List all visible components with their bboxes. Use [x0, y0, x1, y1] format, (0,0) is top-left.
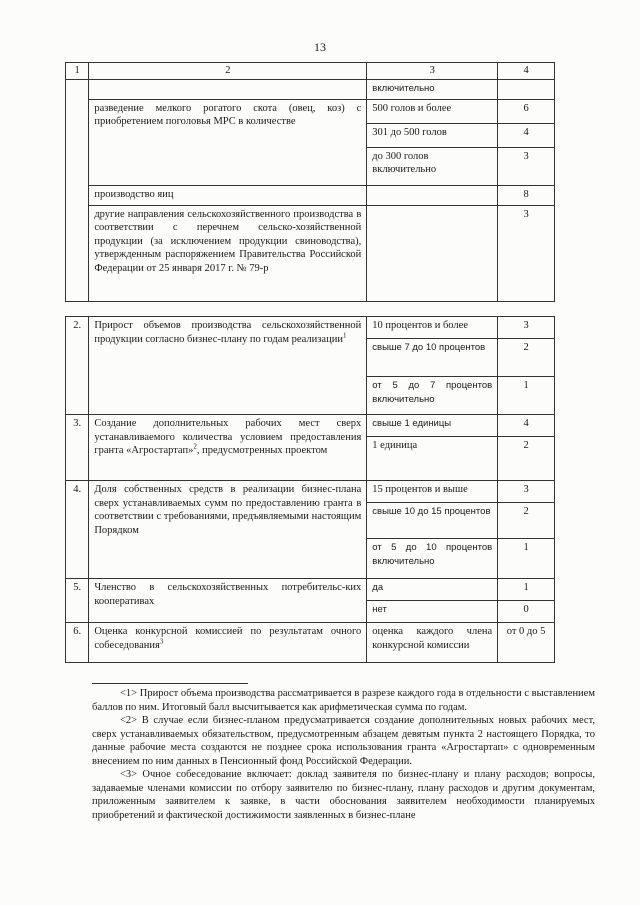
option-cell: 500 голов и более [367, 99, 498, 123]
footnote-divider [92, 683, 248, 684]
option-cell: свыше 1 единицы [367, 415, 498, 437]
footnote-mark: <2> [120, 715, 138, 726]
option-cell: 1 единица [367, 437, 498, 481]
criterion-cell: разведение мелкого рогатого скота (овец, коз) с приобретением поголовья МРС в количестве [89, 99, 367, 185]
score-cell: 3 [498, 147, 555, 185]
score-cell: 8 [498, 185, 555, 205]
criteria-table-lower [65, 316, 555, 663]
score-cell: 1 [498, 579, 555, 601]
footnotes [92, 687, 595, 822]
row-number: 6. [66, 623, 89, 663]
footnote-3: <3> Очное собеседование включает: доклад заявителя по бизнес-плану и плану расходов; вопросы, задаваемые членами комиссии по отбору заявителю по бизнес-плану, плану расходов и другим документам, приложенным заявителем к заявке, в части обоснования заявителем необходимости планируемых приобретений и фактической достижимости заявленных в бизнес-плане [92, 769, 595, 821]
score-cell: 2 [498, 503, 555, 539]
option-cell: 15 процентов и выше [367, 481, 498, 503]
score-cell: 3 [498, 317, 555, 339]
option-cell: до 300 голов включительно [367, 147, 498, 185]
table-row [66, 481, 555, 503]
criterion-cell: производство яиц [89, 185, 367, 205]
table-row [66, 205, 555, 301]
criteria-table [65, 62, 555, 302]
table-row [66, 579, 555, 601]
score-cell: 4 [498, 415, 555, 437]
row-number: 3. [66, 415, 89, 481]
criterion-cell: Членство в сельскохозяйственных потребительс-ких кооперативах [89, 579, 367, 623]
option-cell: от 5 до 7 процентов включительно [367, 377, 498, 415]
option-cell: оценка каждого члена конкурсной комиссии [367, 623, 498, 663]
score-cell: 1 [498, 377, 555, 415]
option-cell: свыше 10 до 15 процентов [367, 503, 498, 539]
score-cell: от 0 до 5 [498, 623, 555, 663]
option-cell: нет [367, 601, 498, 623]
footnote-2: <2> В случае если бизнес-планом предусматривается создание дополнительных новых рабочих мест, сверх устанавливаемых обязательством, предусмотренным абзацем девятым пункта 2 настоящего Порядка, то данные рабочие места создаются не позднее срока использования гранта «Агростартап» с одновременным внесением по ним данных в Пенсионный фонд Российской Федерации. [92, 715, 595, 767]
score-cell: 2 [498, 437, 555, 481]
criterion-cell: Создание дополнительных рабочих мест сверх устанавливаемого количества условием предоставления гранта «Агростартап»$^2$, предусмотренных проектом [89, 415, 367, 481]
score-cell: 0 [498, 601, 555, 623]
option-cell: включительно [367, 79, 498, 99]
criterion-cell: Оценка конкурсной комиссией по результатам очного собеседования$^3$ [89, 623, 367, 663]
header-col-1: 1 [66, 63, 89, 80]
table-row [66, 317, 555, 339]
header-col-2: 2 [89, 63, 367, 80]
option-cell: да [367, 579, 498, 601]
row-number: 4. [66, 481, 89, 579]
row-number: 2. [66, 317, 89, 415]
score-cell: 1 [498, 539, 555, 579]
criterion-cell: другие направления сельскохозяйственного производства в соответствии с перечнем сельско-хозяйственной продукции (за исключением продукции свиноводства), утвержденным распоряжением Правительства Российской Федерации от 25 января 2017 г. № 79-р [89, 205, 367, 301]
option-cell: 301 до 500 голов [367, 123, 498, 147]
score-cell: 2 [498, 339, 555, 377]
header-col-3: 3 [367, 63, 498, 80]
footnote-1: <1> Прирост объема производства рассматривается в разрезе каждого года в отдельности с выставлением баллов по ним. Итоговый балл высчитывается как арифметическая сумма по годам. [92, 688, 595, 713]
option-cell: свыше 7 до 10 процентов [367, 339, 498, 377]
header-col-4: 4 [498, 63, 555, 80]
page-number: 13 [314, 40, 326, 54]
option-cell: 10 процентов и более [367, 317, 498, 339]
criterion-cell: Прирост объемов производства сельскохозяйственной продукции согласно бизнес-плану по годам реализации$^1$ [89, 317, 367, 415]
footnote-mark: <1> [120, 688, 138, 699]
criterion-cell: Доля собственных средств в реализации бизнес-плана сверх устанавливаемых сумм по предоставлению гранта в соответствии с требованиями, предъявляемыми настоящим Порядком [89, 481, 367, 579]
footnote-ref: 3 [159, 637, 164, 645]
score-cell: 3 [498, 205, 555, 301]
score-cell: 6 [498, 99, 555, 123]
table-row [66, 99, 555, 123]
row-number-cell [66, 79, 89, 301]
score-cell: 3 [498, 481, 555, 503]
table-row [66, 79, 555, 99]
table-header-row [66, 63, 555, 80]
table-row [66, 185, 555, 205]
score-cell: 4 [498, 123, 555, 147]
footnote-ref: 2 [193, 442, 197, 451]
table-row [66, 415, 555, 437]
option-cell: от 5 до 10 процентов включительно [367, 539, 498, 579]
row-number: 5. [66, 579, 89, 623]
footnote-ref: 1 [342, 331, 347, 339]
footnote-mark: <3> [120, 769, 138, 780]
table-row [66, 623, 555, 663]
